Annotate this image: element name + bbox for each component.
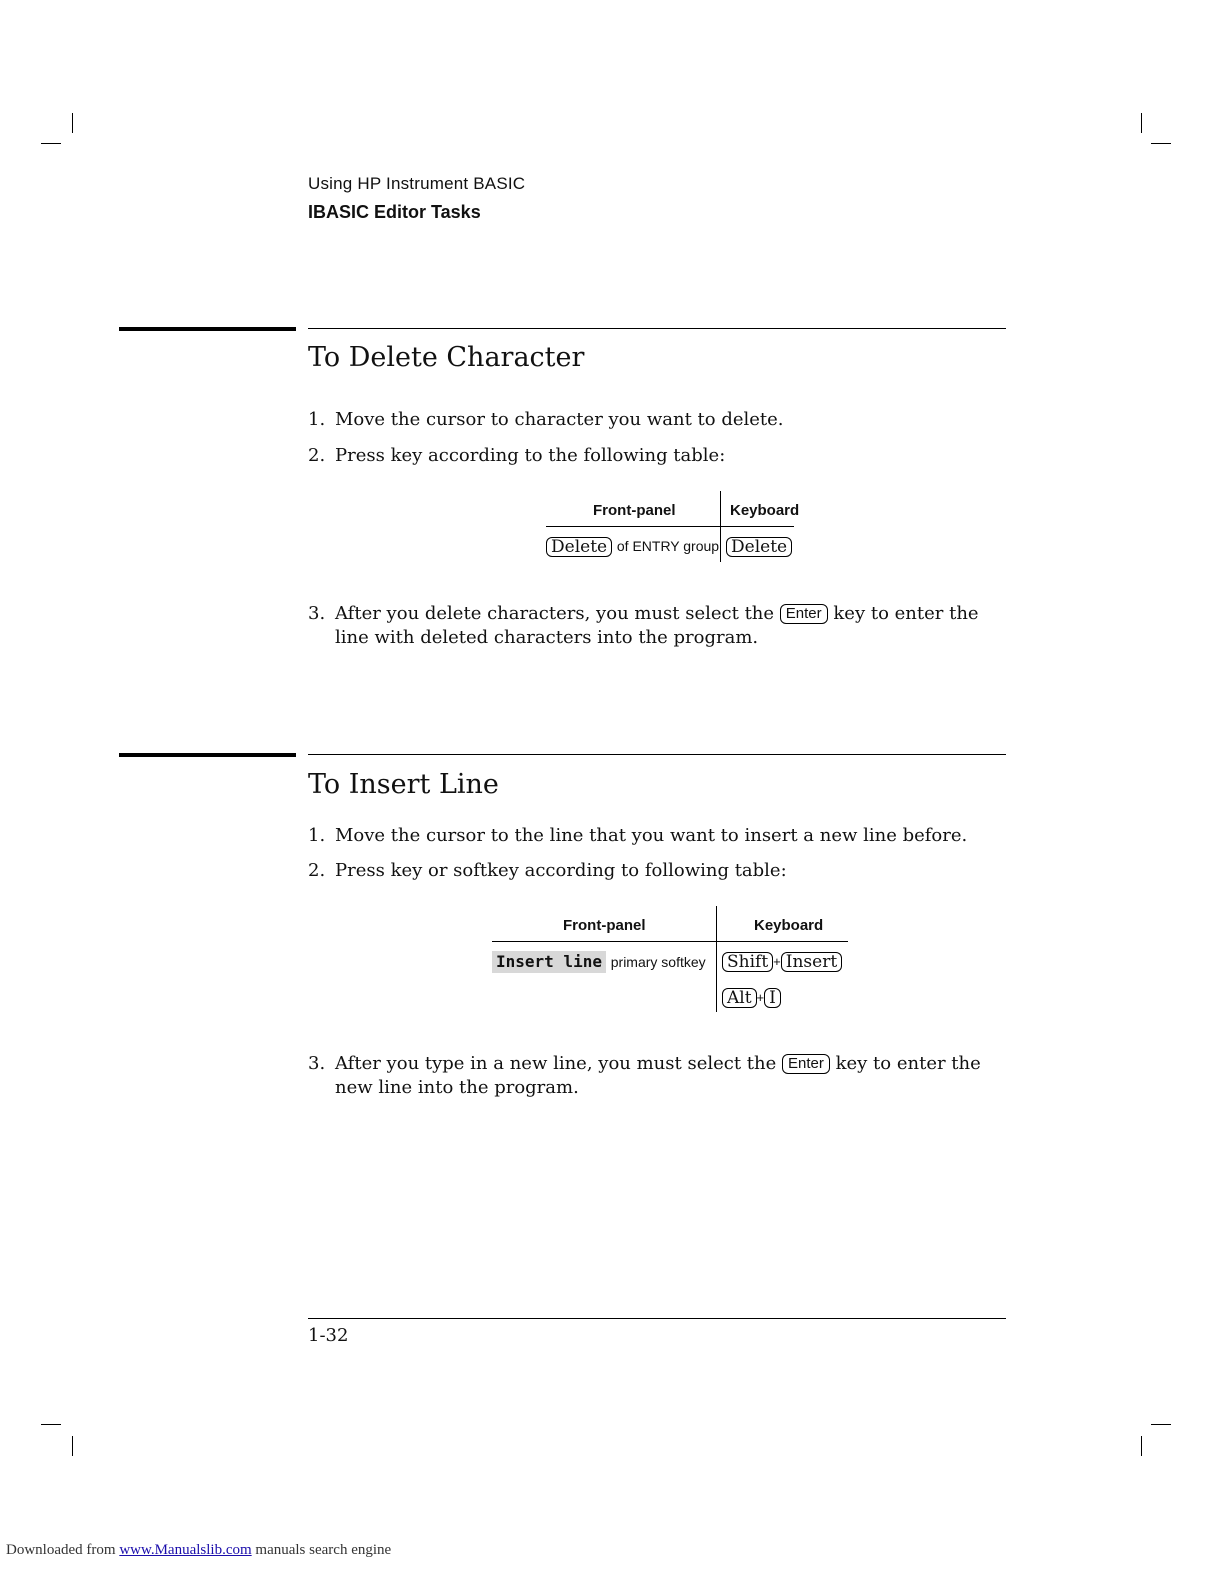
crop-mark [41,1424,61,1425]
delete-step-2 [308,444,1008,468]
section-rule-thin [308,754,1006,755]
table-column-divider [716,906,717,1012]
insert-step-3 [308,1052,1008,1100]
download-notice-prefix: Downloaded from [6,1542,116,1558]
step-text-continued: line with deleted characters into the program. [335,627,759,648]
table-header-rule [546,526,794,527]
table-header-keyboard: Keyboard [730,502,800,519]
table-header-front-panel: Front-panel [593,502,676,519]
crop-mark [1141,113,1142,133]
table-cell-front-panel [546,537,719,557]
delete-step-1 [308,408,1008,432]
step-number: 3. [308,603,326,624]
crop-mark [41,143,61,144]
running-header-section: IBASIC Editor Tasks [308,202,481,222]
step-number: 2. [308,445,326,466]
alt-key-cap: Alt [722,988,757,1008]
section-rule-thick [119,327,296,331]
delete-key-cap: Delete [726,537,792,557]
step-text-continued: new line into the program. [335,1077,579,1098]
step-text: Move the cursor to character you want to delete. [335,409,784,430]
i-key-cap: I [764,988,781,1008]
table-header-front-panel: Front-panel [563,917,646,934]
step-text: Move the cursor to the line that you want to insert a new line before. [335,825,968,846]
insert-step-2 [308,859,1008,883]
delete-step-3 [308,602,1008,650]
step-number: 1. [308,825,326,846]
step-text: key to enter the [835,1053,981,1074]
step-number: 1. [308,409,326,430]
enter-key-cap: Enter [782,1054,830,1074]
section-title-delete-character: To Delete Character [308,342,585,373]
table-cell-keyboard-row-2 [722,988,781,1008]
running-header-title: Using HP Instrument BASIC [308,174,526,193]
step-text: Press key or softkey according to following table: [335,860,787,881]
step-number: 2. [308,860,326,881]
section-rule-thick [119,753,296,757]
step-text: key to enter the [833,603,979,624]
plus-sign: + [756,990,765,1005]
table-cell-keyboard-row-1 [722,952,842,972]
step-text: After you type in a new line, you must select the [335,1053,777,1074]
section-rule-thin [308,328,1006,329]
crop-mark [72,1436,73,1456]
crop-mark [1141,1436,1142,1456]
crop-mark [1151,143,1171,144]
enter-key-cap: Enter [780,604,828,624]
table-header-keyboard: Keyboard [754,917,824,934]
insert-key-cap: Insert [781,952,842,972]
crop-mark [72,113,73,133]
download-notice-suffix: manuals search engine [255,1542,392,1558]
step-text: After you delete characters, you must select the [335,603,775,624]
insert-step-1 [308,824,1008,848]
key-group-note: of ENTRY group [616,538,720,554]
crop-mark [1151,1424,1171,1425]
softkey-note: primary softkey [610,954,706,970]
table-cell-front-panel [492,951,706,973]
table-header-rule [492,941,848,942]
table-column-divider [720,491,721,562]
footer-rule [308,1318,1006,1319]
manualslib-link[interactable]: www.Manualslib.com [119,1542,252,1558]
download-notice [6,1542,391,1559]
shift-key-cap: Shift [722,952,773,972]
plus-sign: + [773,954,781,969]
page-number: 1-32 [308,1325,349,1346]
step-text: Press key according to the following table: [335,445,726,466]
step-number: 3. [308,1053,326,1074]
table-cell-keyboard [726,537,792,557]
delete-key-cap: Delete [546,537,612,557]
insert-line-softkey: Insert line [492,951,606,973]
section-title-insert-line: To Insert Line [308,769,499,800]
